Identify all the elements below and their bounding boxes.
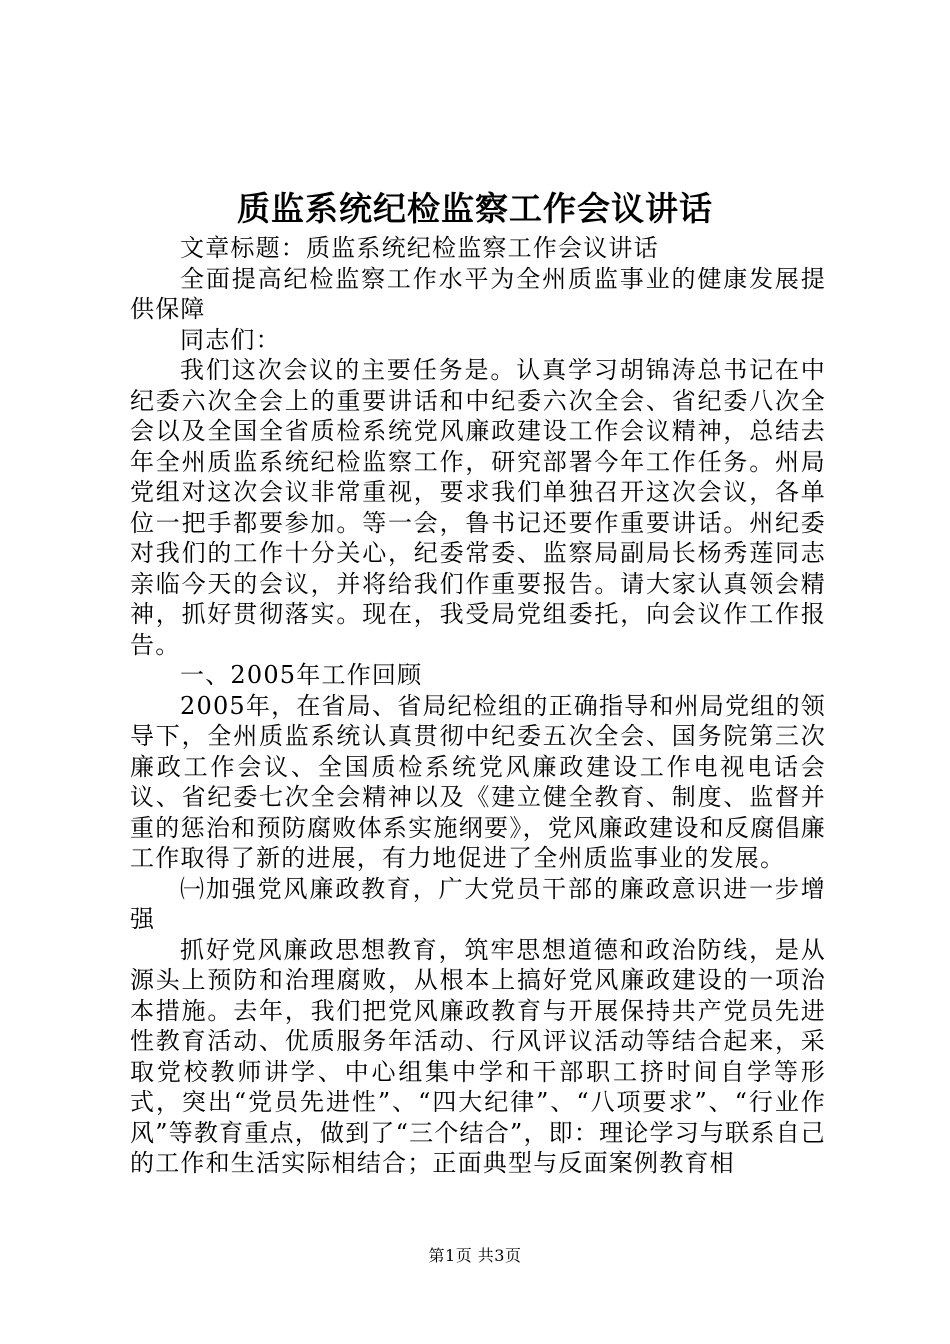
paragraph-intro: 我们这次会议的主要任务是。认真学习胡锦涛总书记在中纪委六次全会上的重要讲话和中纪委六次全会、省纪委八次全会以及全国全省质检系统党风廉政建设工作会议精神，总结去年全州质监系统纪检监察工作，研究部署今年工作任务。州局党组对这次会议非常重视，要求我们单独召开这次会议，各单位一把手都要参加。等一会，鲁书记还要作重要讲话。州纪委对我们的工作十分关心，纪委常委、监察局副局长杨秀莲同志亲临今天的会议，并将给我们作重要报告。请大家认真领会精神，抓好贯彻落实。现在，我受局党组委托，向会议作工作报告。 — [130, 356, 826, 659]
subsection-heading-education: ㈠加强党风廉政教育，广大党员干部的廉政意识进一步增强 — [130, 874, 826, 933]
paragraph-article-title: 文章标题：质监系统纪检监察工作会议讲话 — [180, 234, 659, 262]
section-heading-review: 一、2005年工作回顾 — [180, 661, 423, 689]
document-body — [130, 233, 826, 1179]
paragraph-education: 抓好党风廉政思想教育，筑牢思想道德和政治防线，是从源头上预防和治理腐败，从根本上搞好党风廉政建设的一项治本措施。去年，我们把党风廉政教育与开展保持共产党员先进性教育活动、优质服务年活动、行风评议活动等结合起来，采取党校教师讲学、中心组集中学和干部职工挤时间自学等形式，突出“党员先进性”、“四大纪律”、“八项要求”、“行业作风”等教育重点，做到了“三个结合”，即：理论学习与联系自己的工作和生活实际相结合；正面典型与反面案例教育相 — [130, 935, 826, 1177]
paragraph-subtitle: 全面提高纪检监察工作水平为全州质监事业的健康发展提供保障 — [130, 264, 826, 323]
paragraph-salutation: 同志们： — [180, 325, 281, 354]
paragraph-review: 2005年，在省局、省局纪检组的正确指导和州局党组的领导下，全州质监系统认真贯彻中纪委五次全会、国务院第三次廉政工作会议、全国质检系统党风廉政建设工作电视电话会议、省纪委七次全会精神以及《建立健全教育、制度、监督并重的惩治和预防腐败体系实施纲要》，党风廉政建设和反腐倡廉工作取得了新的进展，有力地促进了全州质监事业的发展。 — [130, 691, 826, 872]
page-footer: 第1页 共3页 — [428, 1246, 522, 1265]
document-title: 质监系统纪检监察工作会议讲话 — [237, 189, 713, 228]
